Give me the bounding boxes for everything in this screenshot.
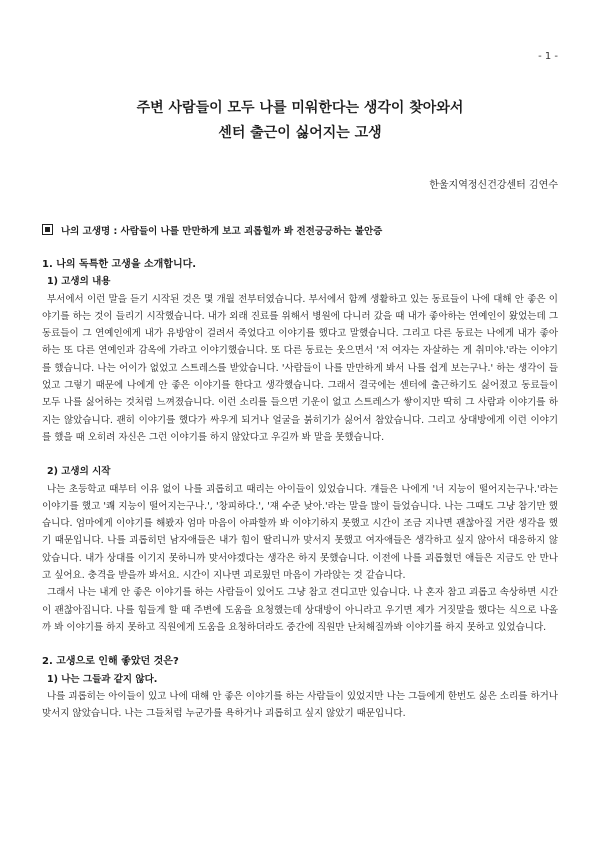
document-body bbox=[42, 256, 558, 722]
section-1-sub-2-heading: 2) 고생의 시작 bbox=[47, 466, 111, 478]
summary-text: 나의 고생명 : 사람들이 나를 만만하게 보고 괴롭힐까 봐 전전긍긍하는 불안증 bbox=[61, 226, 383, 237]
section-1-sub-2-paragraph-1: 나는 초등학교 때부터 이유 없이 나를 괴롭히고 때리는 아이들이 있었습니다. 걔들은 나에게 '너 지능이 떨어지는구나.'라는 이야기를 했고 '쾌 지능이 떨어지는구나.', '창피하다.', '쟤 수준 낮아.'라는 말을 많이 들었습니다. 나는 그때도 그냥 참기만 했습니다. 엄마에게 이야기를 해봤자 엄마 마음이 아파할까 봐 이야기하지 못했고 시간이 조금 지나면 괜찮아질 거란 생각을 했기 때문입니다. 나를 괴롭히던 남자애들은 내가 힘이 딸리니까 맞서지 못했고 여자애들은 생각하고 싶지 않아서 대응하지 않았습니다. 내가 상대를 이기지 못하니까 맞서야겠다는 생각은 하지 못했습니다. 이전에 나를 괴롭혔던 애들은 지금도 안 만나고 싶어요. 충격을 받을까 봐서요. 시간이 지나면 괴로웠던 마음이 가라앉는 것 같습니다. bbox=[42, 483, 558, 582]
section-2-sub-1-paragraph: 나를 괴롭히는 아이들이 있고 나에 대해 안 좋은 이야기를 하는 사람들이 있었지만 나는 그들에게 한번도 싫은 소리를 하거나 맞서지 않았습니다. 나는 그들처럼 누군가를 욕하거나 괴롭히고 싶지 않았기 때문입니다. bbox=[42, 690, 558, 720]
square-bullet-icon bbox=[42, 224, 53, 235]
page-number: - 1 - bbox=[538, 51, 558, 62]
summary-line bbox=[42, 223, 382, 237]
section-1-sub-2-paragraph-2: 그래서 나는 내게 안 좋은 이야기를 하는 사람들이 있어도 그냥 참고 견디고만 있습니다. 나 혼자 참고 괴롭고 속상하면 시간이 괜찮아집니다. 나를 힘들게 할 때 주변에 도움을 요청했는데 상대방이 아니라고 우기면 제가 거짓말을 했다는 식으로 나올까 봐 이야기를 하지 못하고 직원에게 도움을 요청하더라도 중간에 직원만 난처해질까봐 이야기를 하지 못하고 있었습니다. bbox=[42, 587, 558, 633]
section-2-heading: 2. 고생으로 인해 좋았던 것은? bbox=[42, 656, 179, 668]
section-1-sub-1-heading: 1) 고생의 내용 bbox=[47, 276, 111, 288]
section-2-sub-1-heading: 1) 나는 그들과 같지 않다. bbox=[47, 673, 158, 685]
title-line-1: 주변 사람들이 모두 나를 미워한다는 생각이 찾아와서 bbox=[136, 100, 464, 116]
author-line: 한울지역정신건강센터 김연수 bbox=[429, 180, 558, 191]
document-title bbox=[0, 96, 600, 146]
section-1-heading: 1. 나의 독특한 고생을 소개합니다. bbox=[42, 259, 197, 270]
section-1-sub-1-paragraph: 부서에서 이런 말을 듣기 시작된 것은 몇 개월 전부터였습니다. 부서에서 함께 생활하고 있는 동료들이 나에 대해 안 좋은 이야기를 하는 것이 들리기 시작했습니다. 내가 외래 진료를 위해서 병원에 다니러 갔을 때 내가 좋아하는 연예인이 왔었는데 그 동료들이 그 연예인에게 내가 유방암이 걸려서 죽었다고 이야기를 했다고 말했습니다. 그리고 다른 동료는 나에게 내가 좋아하는 또 다른 연예인과 감옥에 가라고 이야기했습니다. 또 다른 동료는 웃으면서 '저 여자는 자살하는 게 취미야.'라는 이야기를 했습니다. 나는 어이가 없었고 스트레스를 받았습니다. '사람들이 나를 만만하게 봐서 나를 쉽게 보는구나.' 하는 생각이 들었고 그렇기 때문에 나에게 안 좋은 이야기를 한다고 생각했습니다. 그래서 결국에는 센터에 출근하기도 싫어졌고 동료들이 모두 나를 싫어하는 것처럼 느껴졌습니다. 이런 소리를 들으면 기운이 없고 스트레스가 쌓이지만 딱히 그 사람과 이야기를 하지는 않았습니다. 괜히 이야기를 했다가 싸우게 되거나 얼굴을 붉히기가 싫어서 참았습니다. 그리고 상대방에게 이런 이야기를 했을 때 오히려 자신은 그런 이야기를 하지 않았다고 우길까 봐 말을 못했습니다. bbox=[42, 293, 558, 443]
title-line-2: 센터 출근이 싫어지는 고생 bbox=[218, 125, 382, 141]
